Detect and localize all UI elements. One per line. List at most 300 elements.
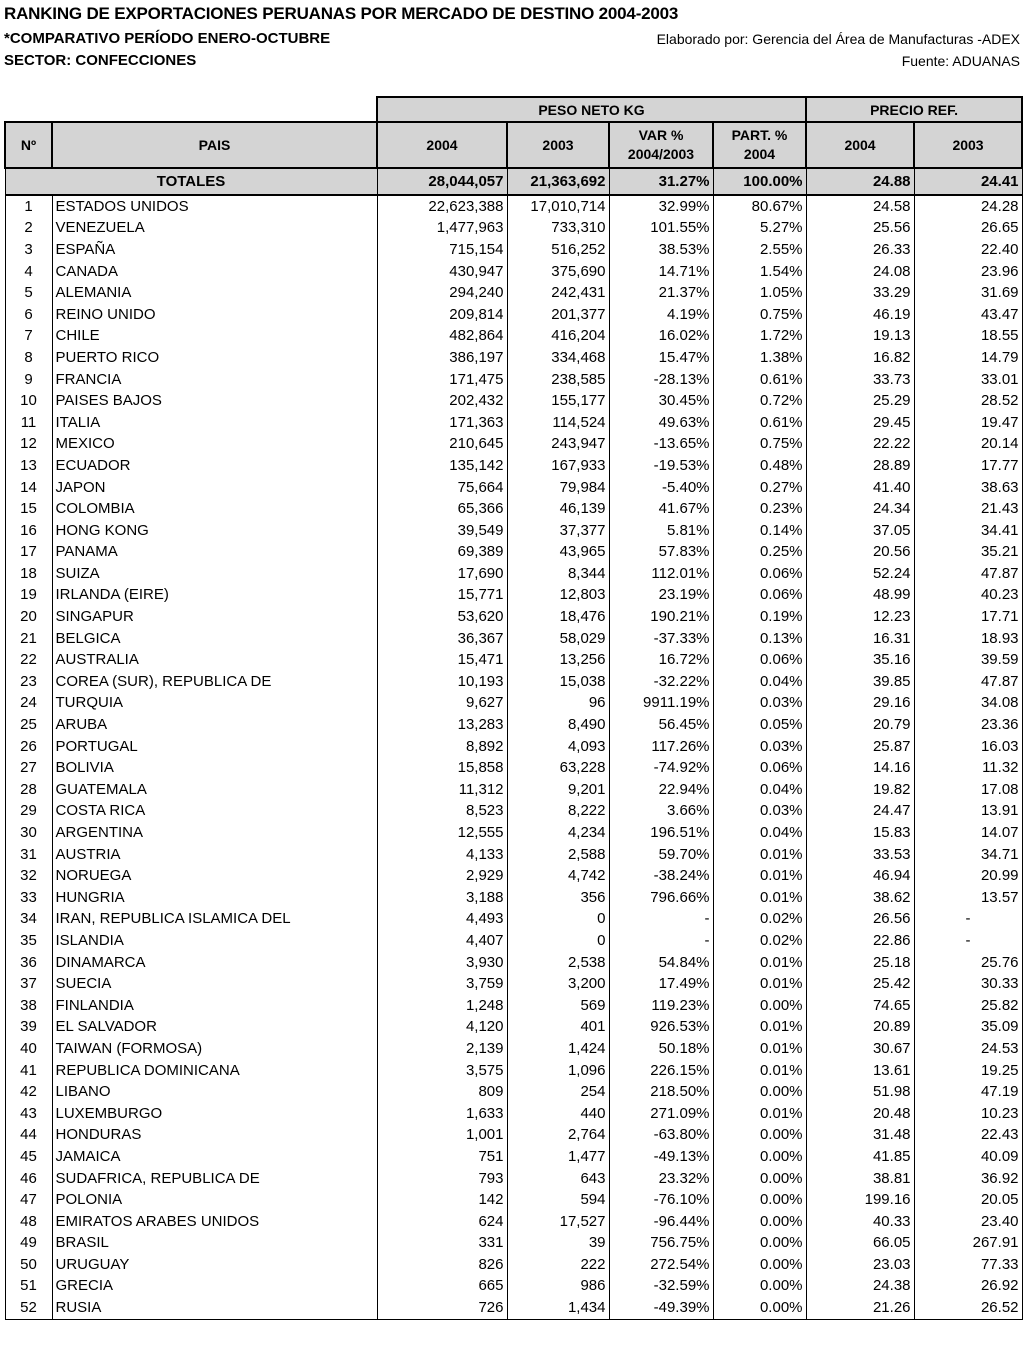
kg-2003-cell: 0 (507, 909, 609, 931)
price-2004-cell: 19.82 (806, 779, 914, 801)
kg-2003-cell: 334,468 (507, 347, 609, 369)
price-2003-cell: 25.82 (914, 995, 1022, 1017)
kg-2003-cell: 238,585 (507, 369, 609, 391)
col-header-country: PAIS (52, 122, 377, 168)
kg-2003-cell: 9,201 (507, 779, 609, 801)
kg-2004-cell: 793 (377, 1168, 507, 1190)
part-cell: 0.72% (713, 390, 806, 412)
var-cell: 23.19% (609, 585, 713, 607)
part-cell: 1.72% (713, 326, 806, 348)
table-row (5, 326, 1022, 348)
country-cell: POLONIA (52, 1189, 377, 1211)
kg-2003-cell: 2,764 (507, 1125, 609, 1147)
col-header-part-line1: PART. % (731, 127, 788, 143)
kg-2003-cell: 3,200 (507, 973, 609, 995)
kg-2003-cell: 37,377 (507, 520, 609, 542)
price-2003-cell: 36.92 (914, 1168, 1022, 1190)
rank-cell: 14 (5, 477, 52, 499)
price-2003-cell: 26.65 (914, 218, 1022, 240)
page-title: RANKING DE EXPORTACIONES PERUANAS POR MERCADO DE DESTINO 2004-2003 (4, 4, 679, 23)
var-cell: 32.99% (609, 195, 713, 218)
kg-2004-cell: 75,664 (377, 477, 507, 499)
rank-cell: 1 (5, 195, 52, 218)
var-cell: -5.40% (609, 477, 713, 499)
totals-price-2003: 24.41 (914, 168, 1022, 195)
part-cell: 0.02% (713, 930, 806, 952)
price-2004-cell: 24.38 (806, 1276, 914, 1298)
kg-2004-cell: 135,142 (377, 455, 507, 477)
country-cell: LUXEMBURGO (52, 1103, 377, 1125)
price-2003-cell: 22.40 (914, 239, 1022, 261)
price-2003-cell: 33.01 (914, 369, 1022, 391)
table-row (5, 801, 1022, 823)
var-cell: 23.32% (609, 1168, 713, 1190)
price-2003-cell: - (914, 930, 1022, 952)
price-2004-cell: 39.85 (806, 671, 914, 693)
table-row (5, 628, 1022, 650)
kg-2004-cell: 15,858 (377, 757, 507, 779)
country-cell: SUECIA (52, 973, 377, 995)
price-2004-cell: 16.82 (806, 347, 914, 369)
var-cell: 22.94% (609, 779, 713, 801)
kg-2004-cell: 39,549 (377, 520, 507, 542)
col-header-var-line1: VAR % (638, 127, 684, 143)
var-cell: -38.24% (609, 865, 713, 887)
kg-2004-cell: 3,188 (377, 887, 507, 909)
totals-row (5, 168, 1022, 195)
rank-cell: 29 (5, 801, 52, 823)
table-row (5, 844, 1022, 866)
kg-2004-cell: 3,575 (377, 1060, 507, 1082)
table-row (5, 887, 1022, 909)
kg-2004-cell: 17,690 (377, 563, 507, 585)
price-2003-cell: 39.59 (914, 649, 1022, 671)
col-header-part-line2: 2004 (743, 146, 776, 162)
country-cell: ECUADOR (52, 455, 377, 477)
table-row (5, 1189, 1022, 1211)
var-cell: 59.70% (609, 844, 713, 866)
table-row (5, 369, 1022, 391)
kg-2003-cell: 254 (507, 1081, 609, 1103)
col-header-kg-2004: 2004 (377, 122, 507, 168)
kg-2003-cell: 79,984 (507, 477, 609, 499)
price-2004-cell: 16.31 (806, 628, 914, 650)
kg-2004-cell: 715,154 (377, 239, 507, 261)
table-row (5, 1017, 1022, 1039)
var-cell: - (609, 909, 713, 931)
rank-cell: 37 (5, 973, 52, 995)
var-cell: -63.80% (609, 1125, 713, 1147)
part-cell: 0.00% (713, 995, 806, 1017)
kg-2004-cell: 202,432 (377, 390, 507, 412)
rank-cell: 45 (5, 1146, 52, 1168)
kg-2003-cell: 222 (507, 1254, 609, 1276)
var-cell: 41.67% (609, 498, 713, 520)
var-cell: -76.10% (609, 1189, 713, 1211)
rank-cell: 27 (5, 757, 52, 779)
price-2003-cell: 14.07 (914, 822, 1022, 844)
kg-2004-cell: 9,627 (377, 693, 507, 715)
price-2004-cell: 37.05 (806, 520, 914, 542)
country-cell: IRAN, REPUBLICA ISLAMICA DEL (52, 909, 377, 931)
part-cell: 0.04% (713, 779, 806, 801)
country-cell: EMIRATOS ARABES UNIDOS (52, 1211, 377, 1233)
var-cell: 101.55% (609, 218, 713, 240)
kg-2003-cell: 643 (507, 1168, 609, 1190)
price-2004-cell: 40.33 (806, 1211, 914, 1233)
rank-cell: 22 (5, 649, 52, 671)
price-2003-cell: 13.91 (914, 801, 1022, 823)
rank-cell: 3 (5, 239, 52, 261)
var-cell: 3.66% (609, 801, 713, 823)
var-cell: 271.09% (609, 1103, 713, 1125)
table-row (5, 973, 1022, 995)
kg-2004-cell: 624 (377, 1211, 507, 1233)
part-cell: 0.13% (713, 628, 806, 650)
totals-part: 100.00% (713, 168, 806, 195)
country-cell: COREA (SUR), REPUBLICA DE (52, 671, 377, 693)
price-2004-cell: 33.29 (806, 282, 914, 304)
col-header-number: Nº (5, 122, 52, 168)
kg-2003-cell: 58,029 (507, 628, 609, 650)
kg-2004-cell: 1,633 (377, 1103, 507, 1125)
header-blank (5, 97, 377, 122)
part-cell: 0.25% (713, 542, 806, 564)
table-row (5, 714, 1022, 736)
var-cell: 50.18% (609, 1038, 713, 1060)
country-cell: SUIZA (52, 563, 377, 585)
kg-2003-cell: 594 (507, 1189, 609, 1211)
price-2004-cell: 23.03 (806, 1254, 914, 1276)
var-cell: 38.53% (609, 239, 713, 261)
part-cell: 0.04% (713, 822, 806, 844)
country-cell: TURQUIA (52, 693, 377, 715)
price-2004-cell: 35.16 (806, 649, 914, 671)
var-cell: 16.02% (609, 326, 713, 348)
var-cell: 30.45% (609, 390, 713, 412)
table-row (5, 477, 1022, 499)
kg-2004-cell: 8,892 (377, 736, 507, 758)
country-cell: URUGUAY (52, 1254, 377, 1276)
var-cell: -19.53% (609, 455, 713, 477)
price-2004-cell: 14.16 (806, 757, 914, 779)
part-cell: 0.06% (713, 563, 806, 585)
part-cell: 0.00% (713, 1297, 806, 1319)
part-cell: 0.01% (713, 1038, 806, 1060)
totals-var: 31.27% (609, 168, 713, 195)
rank-cell: 8 (5, 347, 52, 369)
kg-2004-cell: 65,366 (377, 498, 507, 520)
var-cell: -32.59% (609, 1276, 713, 1298)
var-cell: 196.51% (609, 822, 713, 844)
var-cell: -96.44% (609, 1211, 713, 1233)
country-cell: CHILE (52, 326, 377, 348)
price-2003-cell: 23.40 (914, 1211, 1022, 1233)
kg-2003-cell: 2,588 (507, 844, 609, 866)
author-note: Elaborado por: Gerencia del Área de Manufacturas -ADEX (656, 31, 1020, 47)
kg-2003-cell: 356 (507, 887, 609, 909)
price-2004-cell: 41.40 (806, 477, 914, 499)
rank-cell: 19 (5, 585, 52, 607)
part-cell: 0.00% (713, 1211, 806, 1233)
price-2003-cell: 17.71 (914, 606, 1022, 628)
kg-2004-cell: 4,407 (377, 930, 507, 952)
rank-cell: 50 (5, 1254, 52, 1276)
rank-cell: 31 (5, 844, 52, 866)
price-2004-cell: 25.18 (806, 952, 914, 974)
table-row (5, 671, 1022, 693)
kg-2004-cell: 1,477,963 (377, 218, 507, 240)
price-2003-cell: 10.23 (914, 1103, 1022, 1125)
totals-kg-2004: 28,044,057 (377, 168, 507, 195)
country-cell: IRLANDA (EIRE) (52, 585, 377, 607)
price-2004-cell: 24.47 (806, 801, 914, 823)
part-cell: 1.54% (713, 261, 806, 283)
kg-2004-cell: 2,929 (377, 865, 507, 887)
kg-2003-cell: 39 (507, 1233, 609, 1255)
kg-2004-cell: 3,930 (377, 952, 507, 974)
table-row (5, 239, 1022, 261)
rank-cell: 6 (5, 304, 52, 326)
country-cell: FINLANDIA (52, 995, 377, 1017)
part-cell: 0.00% (713, 1276, 806, 1298)
rank-cell: 49 (5, 1233, 52, 1255)
var-cell: 57.83% (609, 542, 713, 564)
country-cell: ISLANDIA (52, 930, 377, 952)
part-cell: 0.00% (713, 1081, 806, 1103)
price-2004-cell: 24.34 (806, 498, 914, 520)
price-2003-cell: 18.55 (914, 326, 1022, 348)
table-row (5, 390, 1022, 412)
country-cell: VENEZUELA (52, 218, 377, 240)
price-2003-cell: 43.47 (914, 304, 1022, 326)
country-cell: GUATEMALA (52, 779, 377, 801)
country-cell: MEXICO (52, 434, 377, 456)
price-2003-cell: 21.43 (914, 498, 1022, 520)
var-cell: 56.45% (609, 714, 713, 736)
table-row (5, 865, 1022, 887)
kg-2003-cell: 155,177 (507, 390, 609, 412)
kg-2003-cell: 516,252 (507, 239, 609, 261)
country-cell: COSTA RICA (52, 801, 377, 823)
kg-2003-cell: 96 (507, 693, 609, 715)
kg-2003-cell: 401 (507, 1017, 609, 1039)
price-2004-cell: 51.98 (806, 1081, 914, 1103)
part-cell: 2.55% (713, 239, 806, 261)
part-cell: 0.23% (713, 498, 806, 520)
price-2003-cell: 47.87 (914, 563, 1022, 585)
part-cell: 0.14% (713, 520, 806, 542)
var-cell: 54.84% (609, 952, 713, 974)
country-cell: REINO UNIDO (52, 304, 377, 326)
kg-2004-cell: 69,389 (377, 542, 507, 564)
kg-2004-cell: 210,645 (377, 434, 507, 456)
var-cell: 17.49% (609, 973, 713, 995)
kg-2003-cell: 167,933 (507, 455, 609, 477)
rank-cell: 46 (5, 1168, 52, 1190)
price-2003-cell: 40.09 (914, 1146, 1022, 1168)
part-cell: 5.27% (713, 218, 806, 240)
table-row (5, 693, 1022, 715)
table-row (5, 1233, 1022, 1255)
table-row (5, 1081, 1022, 1103)
totals-price-2004: 24.88 (806, 168, 914, 195)
rank-cell: 11 (5, 412, 52, 434)
kg-2004-cell: 665 (377, 1276, 507, 1298)
price-2004-cell: 29.45 (806, 412, 914, 434)
kg-2003-cell: 1,096 (507, 1060, 609, 1082)
rank-cell: 20 (5, 606, 52, 628)
rank-cell: 41 (5, 1060, 52, 1082)
price-2003-cell: 47.19 (914, 1081, 1022, 1103)
var-cell: -37.33% (609, 628, 713, 650)
table-row (5, 282, 1022, 304)
table-row (5, 1060, 1022, 1082)
country-cell: PANAMA (52, 542, 377, 564)
rank-cell: 17 (5, 542, 52, 564)
country-cell: DINAMARCA (52, 952, 377, 974)
group-header-precio: PRECIO REF. (806, 97, 1022, 122)
rank-cell: 9 (5, 369, 52, 391)
part-cell: 0.01% (713, 844, 806, 866)
rank-cell: 32 (5, 865, 52, 887)
kg-2003-cell: 8,490 (507, 714, 609, 736)
part-cell: 0.03% (713, 801, 806, 823)
table-row (5, 520, 1022, 542)
part-cell: 1.05% (713, 282, 806, 304)
price-2003-cell: 28.52 (914, 390, 1022, 412)
table-row (5, 347, 1022, 369)
rank-cell: 12 (5, 434, 52, 456)
table-row (5, 195, 1022, 218)
sector-label: SECTOR: CONFECCIONES (4, 52, 197, 69)
price-2003-cell: 24.28 (914, 195, 1022, 218)
part-cell: 0.05% (713, 714, 806, 736)
price-2004-cell: 13.61 (806, 1060, 914, 1082)
rank-cell: 7 (5, 326, 52, 348)
kg-2004-cell: 4,120 (377, 1017, 507, 1039)
kg-2003-cell: 17,010,714 (507, 195, 609, 218)
group-header-peso: PESO NETO KG (377, 97, 806, 122)
table-row (5, 542, 1022, 564)
totals-label: TOTALES (5, 168, 377, 195)
table-row (5, 585, 1022, 607)
part-cell: 0.01% (713, 1060, 806, 1082)
table-row (5, 952, 1022, 974)
country-cell: RUSIA (52, 1297, 377, 1319)
price-2004-cell: 20.48 (806, 1103, 914, 1125)
price-2004-cell: 66.05 (806, 1233, 914, 1255)
rank-cell: 39 (5, 1017, 52, 1039)
price-2003-cell: 35.09 (914, 1017, 1022, 1039)
country-cell: LIBANO (52, 1081, 377, 1103)
country-cell: HONDURAS (52, 1125, 377, 1147)
table-row (5, 1038, 1022, 1060)
table-row (5, 498, 1022, 520)
var-cell: -49.39% (609, 1297, 713, 1319)
part-cell: 0.00% (713, 1125, 806, 1147)
rank-cell: 15 (5, 498, 52, 520)
price-2003-cell: 34.41 (914, 520, 1022, 542)
rank-cell: 43 (5, 1103, 52, 1125)
price-2003-cell: 30.33 (914, 973, 1022, 995)
price-2004-cell: 199.16 (806, 1189, 914, 1211)
kg-2004-cell: 1,001 (377, 1125, 507, 1147)
var-cell: -74.92% (609, 757, 713, 779)
kg-2003-cell: 0 (507, 930, 609, 952)
kg-2003-cell: 243,947 (507, 434, 609, 456)
part-cell: 0.01% (713, 973, 806, 995)
table-row (5, 930, 1022, 952)
table-row (5, 1297, 1022, 1319)
rank-cell: 52 (5, 1297, 52, 1319)
col-header-var (609, 122, 713, 168)
price-2004-cell: 20.79 (806, 714, 914, 736)
country-cell: TAIWAN (FORMOSA) (52, 1038, 377, 1060)
part-cell: 0.01% (713, 1103, 806, 1125)
part-cell: 0.00% (713, 1189, 806, 1211)
price-2004-cell: 20.56 (806, 542, 914, 564)
col-header-var-line2: 2004/2003 (627, 146, 695, 162)
kg-2003-cell: 43,965 (507, 542, 609, 564)
price-2004-cell: 38.62 (806, 887, 914, 909)
price-2003-cell: 26.52 (914, 1297, 1022, 1319)
country-cell: ITALIA (52, 412, 377, 434)
price-2003-cell: 40.23 (914, 585, 1022, 607)
price-2003-cell: 47.87 (914, 671, 1022, 693)
price-2004-cell: 25.87 (806, 736, 914, 758)
kg-2003-cell: 201,377 (507, 304, 609, 326)
country-cell: PAISES BAJOS (52, 390, 377, 412)
col-header-kg-2003: 2003 (507, 122, 609, 168)
rank-cell: 30 (5, 822, 52, 844)
kg-2004-cell: 386,197 (377, 347, 507, 369)
price-2003-cell: 34.71 (914, 844, 1022, 866)
table-row (5, 412, 1022, 434)
kg-2003-cell: 114,524 (507, 412, 609, 434)
kg-2003-cell: 8,344 (507, 563, 609, 585)
kg-2004-cell: 53,620 (377, 606, 507, 628)
part-cell: 0.06% (713, 585, 806, 607)
price-2004-cell: 24.58 (806, 195, 914, 218)
country-cell: COLOMBIA (52, 498, 377, 520)
part-cell: 0.04% (713, 671, 806, 693)
country-cell: AUSTRALIA (52, 649, 377, 671)
country-cell: BELGICA (52, 628, 377, 650)
kg-2004-cell: 294,240 (377, 282, 507, 304)
var-cell: -28.13% (609, 369, 713, 391)
table-row (5, 1168, 1022, 1190)
kg-2003-cell: 2,538 (507, 952, 609, 974)
table-row (5, 649, 1022, 671)
country-cell: NORUEGA (52, 865, 377, 887)
price-2003-cell: - (914, 909, 1022, 931)
country-cell: BRASIL (52, 1233, 377, 1255)
price-2003-cell: 77.33 (914, 1254, 1022, 1276)
price-2003-cell: 20.14 (914, 434, 1022, 456)
source-note: Fuente: ADUANAS (901, 53, 1020, 69)
price-2004-cell: 30.67 (806, 1038, 914, 1060)
rank-cell: 34 (5, 909, 52, 931)
rank-cell: 18 (5, 563, 52, 585)
price-2003-cell: 20.99 (914, 865, 1022, 887)
country-cell: GRECIA (52, 1276, 377, 1298)
kg-2003-cell: 4,234 (507, 822, 609, 844)
kg-2004-cell: 11,312 (377, 779, 507, 801)
kg-2003-cell: 986 (507, 1276, 609, 1298)
part-cell: 0.00% (713, 1254, 806, 1276)
price-2003-cell: 26.92 (914, 1276, 1022, 1298)
